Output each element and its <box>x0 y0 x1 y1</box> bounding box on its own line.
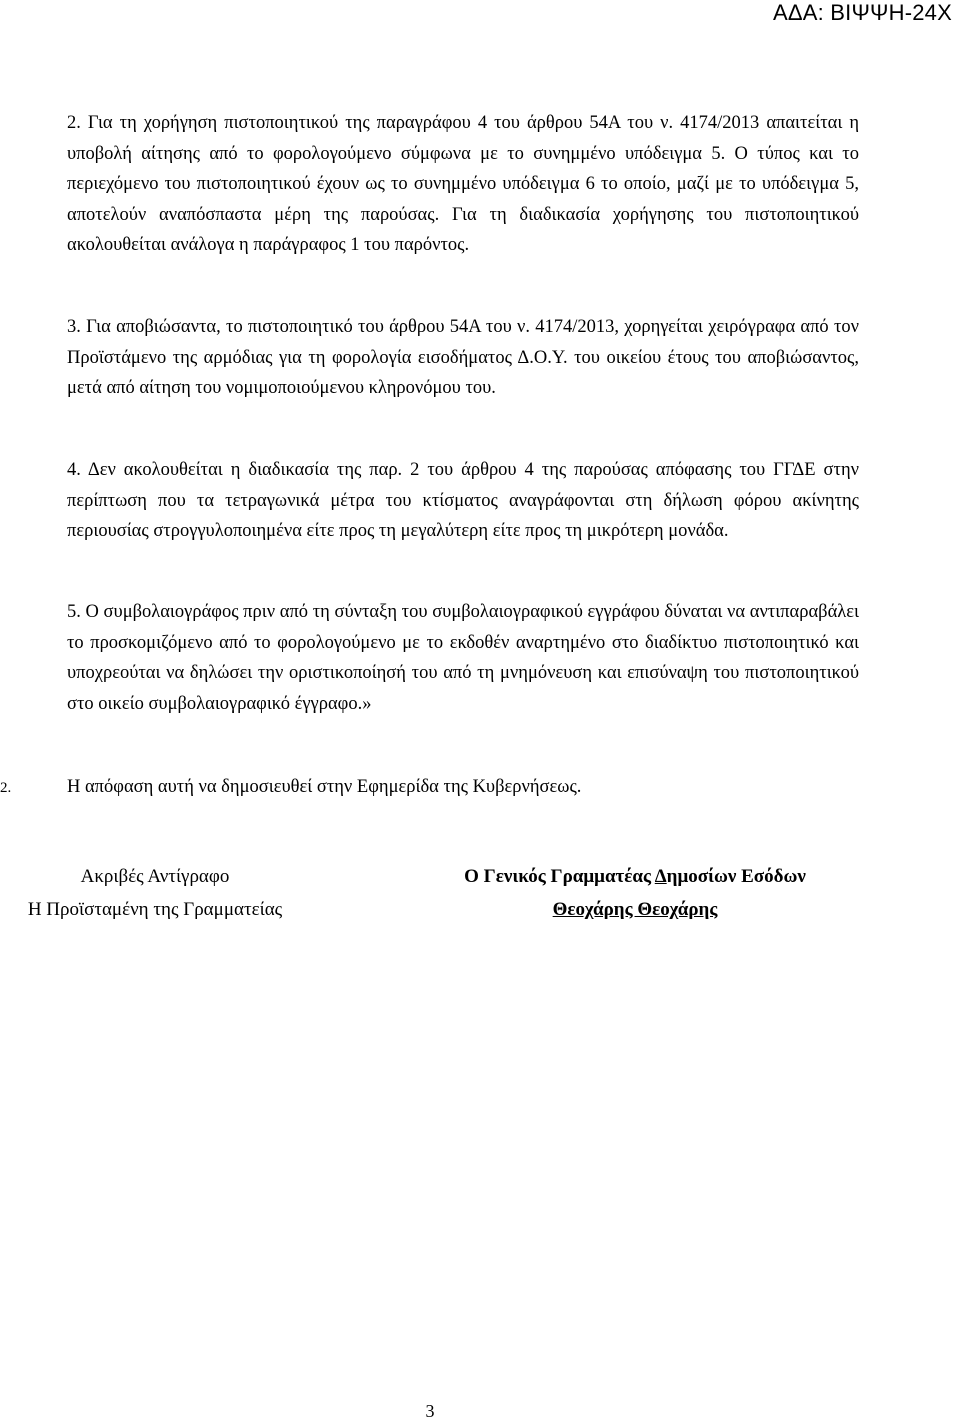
article-2-text: Η απόφαση αυτή να δημοσιευθεί στην Εφημερίδα της Κυβερνήσεως. <box>67 777 582 797</box>
page-number: 3 <box>425 1401 435 1421</box>
secretariat-head-label: Η Προϊσταμένη της Γραμματείας <box>27 899 283 920</box>
secretary-general-name: Θεοχάρης Θεοχάρης <box>552 899 718 920</box>
article-2-number: 2. <box>0 780 12 796</box>
secretary-general-title <box>410 860 860 893</box>
title-prefix: Ο Γενικός Γραμματέας <box>464 866 655 887</box>
signature-block-right <box>410 860 860 926</box>
paragraph-5: 5. Ο συμβολαιογράφος πριν από τη σύνταξη του συμβολαιογραφικού εγγράφου δύναται να αντιπαραβάλει το προσκομιζόμενο από το φορολογούμενο με το εκδοθέν αναρτημένο στο διαδίκτυο πιστοποιητικό και υποχρεούται να δηλώσει την οριστικοποίησή του από τη μνημόνευση και επισύναψη του πιστοποιητικού στο οικείο συμβολαιογραφικό έγγραφο.» <box>67 602 859 714</box>
paragraph-2: 2. Για τη χορήγηση πιστοποιητικού της παραγράφου 4 του άρθρου 54Α του ν. 4174/2013 απαιτείται η υποβολή αίτησης από το φορολογούμενο σύμφωνα με το συνημμένο υπόδειγμα 5. Ο τύπος και το περιεχόμενο του πιστοποιητικού έχουν ως το συνημμένο υπόδειγμα 6 το οποίο, μαζί με το υπόδειγμα 5, αποτελούν αναπόσπαστα μέρη της παρούσας. Για τη διαδικασία χορήγησης του πιστοποιητικού ακολουθείται ανάλογα η παράγραφος 1 του παρόντος. <box>67 113 859 255</box>
signature-block-left <box>0 860 310 926</box>
ada-code: ΑΔΑ: ΒΙΨΨΗ-24Χ <box>773 0 952 25</box>
title-suffix: ημοσίων Εσόδων <box>666 866 806 887</box>
certified-copy-label: Ακριβές Αντίγραφο <box>80 866 230 887</box>
paragraph-3: 3. Για αποβιώσαντα, το πιστοποιητικό του άρθρου 54Α του ν. 4174/2013, χορηγείται χειρόγραφα από τον Προϊστάμενο της αρμόδιας για τη φορολογία εισοδήματος Δ.Ο.Υ. του οικείου έτους του αποβιώσαντος, μετά από αίτηση του νομιμοποιούμενου κληρονόμου του. <box>67 317 859 398</box>
paragraph-4: 4. Δεν ακολουθείται η διαδικασία της παρ. 2 του άρθρου 4 της παρούσας απόφασης του ΓΓΔΕ στην περίπτωση που τα τετραγωνικά μέτρα του κτίσματος αναγράφονται στη δήλωση φόρου ακίνητης περιουσίας στρογγυλοποιημένα είτε προς τη μεγαλύτερη είτε προς τη μικρότερη μονάδα. <box>67 460 859 541</box>
title-underlined-letter: Δ <box>654 866 667 887</box>
